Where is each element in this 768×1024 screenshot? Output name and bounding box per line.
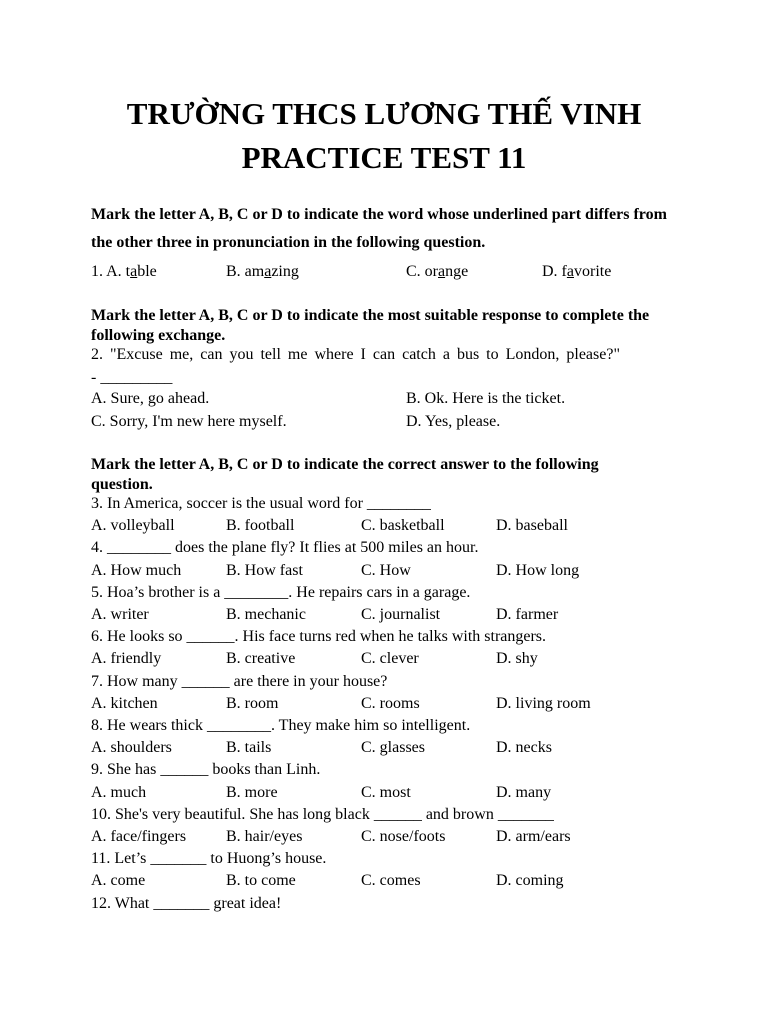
answer-option-a: A. friendly [91, 650, 162, 668]
answer-option-b: B. more [226, 783, 278, 801]
question-stem: 4. ________ does the plane fly? It flies at 500 miles an hour. [91, 539, 479, 557]
answer-option-c: C. glasses [361, 739, 425, 757]
answer-option-c: C. rooms [361, 694, 420, 712]
answer-option-d: D. arm/ears [496, 828, 571, 845]
answer-option-c: C. journalist [361, 606, 441, 623]
answer-option-b: B. football [226, 517, 295, 535]
q2-option-c: C. Sorry, I'm new here myself. [91, 413, 287, 430]
answer-option-a: A. kitchen [91, 694, 158, 712]
answer-option-d: D. baseball [496, 517, 568, 535]
answer-option-d: D. living room [496, 694, 591, 712]
question-2-stem: 2. "Excuse me, can you tell me where I can catch a bus to London, please?" [91, 346, 620, 363]
question-1 [91, 262, 157, 282]
question-stem: 9. She has ______ books than Linh. [91, 761, 321, 779]
q2-option-b: B. Ok. Here is the ticket. [406, 390, 566, 407]
question-stem: 12. What _______ great idea! [91, 894, 282, 912]
school-title: TRƯỜNG THCS LƯƠNG THẾ VINH [126, 96, 642, 131]
answer-option-b: B. hair/eyes [226, 828, 303, 845]
question-stem: 6. He looks so ______. His face turns red when he talks with strangers. [91, 628, 547, 646]
answer-option-a: A. volleyball [91, 517, 175, 535]
question-stem: 5. Hoa’s brother is a ________. He repairs cars in a garage. [91, 583, 471, 601]
answer-option-a: A. shoulders [91, 739, 172, 757]
question-stem: 7. How many ______ are there in your house? [91, 672, 388, 690]
answer-option-d: D. many [496, 783, 552, 801]
section1-instruction: Mark the letter A, B, C or D to indicate the word whose underlined part differs from the other three in pronunciation in the following question. [91, 206, 667, 251]
question-stem: 3. In America, soccer is the usual word for ________ [91, 495, 431, 512]
q1-option-d: D. favorite [542, 263, 612, 280]
answer-option-b: B. to come [226, 872, 296, 890]
answer-option-b: B. mechanic [226, 606, 306, 623]
answer-option-c: C. clever [361, 650, 419, 668]
answer-option-a: A. much [91, 783, 147, 801]
answer-option-d: D. shy [496, 650, 538, 668]
answer-option-c: C. nose/foots [361, 828, 446, 845]
question-stem: 11. Let’s _______ to Huong’s house. [91, 850, 327, 868]
answer-option-b: B. room [226, 694, 279, 712]
question-stem: 8. He wears thick ________. They make him so intelligent. [91, 717, 471, 734]
q1-option-b: B. amazing [226, 263, 299, 280]
answer-option-b: B. creative [226, 650, 296, 668]
test-title: PRACTICE TEST 11 [241, 140, 527, 175]
answer-option-c: C. most [361, 783, 411, 801]
answer-option-a: A. How much [91, 561, 182, 579]
answer-option-c: C. basketball [361, 517, 445, 535]
answer-option-d: D. necks [496, 739, 552, 757]
answer-option-d: D. farmer [496, 606, 559, 623]
q1-number: 1. [91, 263, 107, 280]
answer-option-b: B. How fast [226, 561, 303, 579]
answer-option-a: A. come [91, 872, 146, 890]
answer-option-c: C. How [361, 561, 411, 579]
answer-option-c: C. comes [361, 872, 421, 890]
section3-instruction: Mark the letter A, B, C or D to indicate the correct answer to the following question. [91, 456, 599, 493]
q2-option-a: A. Sure, go ahead. [91, 390, 210, 407]
answer-option-d: D. coming [496, 872, 564, 890]
question-stem: 10. She's very beautiful. She has long black ______ and brown _______ [91, 805, 554, 823]
section2-instruction: Mark the letter A, B, C or D to indicate the most suitable response to complete the following exchange. [91, 307, 650, 344]
answer-option-a: A. face/fingers [91, 828, 187, 845]
q1-option-a: A. table [106, 263, 157, 280]
q1-option-c: C. orange [406, 263, 469, 280]
q2-option-d: D. Yes, please. [406, 413, 501, 430]
answer-option-d: D. How long [496, 561, 580, 579]
answer-option-a: A. writer [91, 606, 149, 623]
question-2-dash: - _________ [91, 369, 173, 386]
answer-option-b: B. tails [226, 739, 272, 757]
